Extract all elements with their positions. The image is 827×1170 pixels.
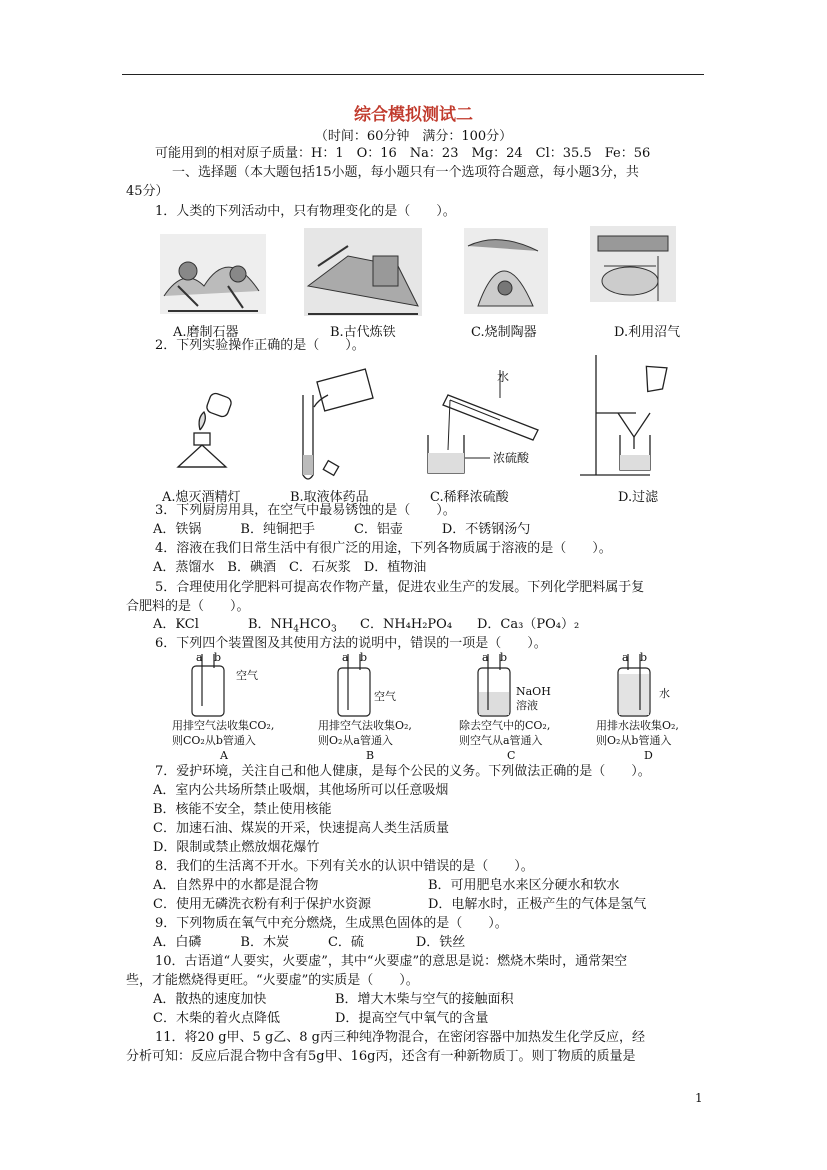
q7-option-a: A．室内公共场所禁止吸烟，其他场所可以任意吸烟 [153, 783, 449, 798]
liquid-pour-picture [303, 369, 373, 479]
atomic-mass-line: 可能用到的相对原子质量：H：1 O：16 Na：23 Mg：24 Cl：35.5 Fe：56 [155, 146, 651, 161]
q6-stem: 6．下列四个装置图及其使用方法的说明中，错误的一项是（ ）。 [155, 636, 547, 651]
q1-caption-c: C.烧制陶器 [471, 325, 537, 340]
q11-stem: 11．将20 g甲、5 g乙、8 g丙三种纯净物混合，在密闭容器中加热发生化学反应，经 [155, 1030, 645, 1045]
q8-option-c: C．使用无磷洗衣粉有利于保护水资源 [153, 897, 371, 912]
q2-stem: 2．下列实验操作正确的是（ ）。 [155, 338, 365, 353]
filtration-picture [580, 355, 670, 475]
q10-stem: 10．古语道“人要实，火要虚”，其中“火要虚”的意思是说：燃烧木柴时，通常架空 [155, 954, 628, 969]
biogas-picture [590, 226, 676, 302]
q9-stem: 9．下列物质在氧气中充分燃烧，生成黑色固体的是（ ）。 [155, 916, 508, 931]
pottery-picture [464, 228, 548, 314]
q6c-label-a: a [482, 651, 489, 664]
q1-caption-a: A.磨制石器 [173, 325, 239, 340]
q6b-label-air: 空气 [374, 690, 396, 703]
q6b-label-a: a [342, 651, 349, 664]
q8-stem: 8．我们的生活离不开水。下列有关水的认识中错误的是（ ）。 [155, 859, 534, 874]
q2-pictures [160, 355, 680, 483]
q7-option-d: D．限制或禁止燃放烟花爆竹 [153, 840, 320, 855]
iron-smelting-picture [304, 228, 422, 316]
q2-caption-d: D.过滤 [618, 490, 659, 505]
q6d-label-a: a [622, 651, 629, 664]
page-subtitle: （时间：60分钟 满分：100分） [314, 129, 513, 144]
q9-options: A．白磷 B．木炭 C．硫 D．铁丝 [153, 935, 466, 950]
q8-option-b: B．可用肥皂水来区分硬水和软水 [428, 878, 620, 893]
q6a-label-a: a [196, 651, 203, 664]
q7-option-c: C．加速石油、煤炭的开采，快速提高人类生活质量 [153, 821, 449, 836]
q6d-label-b: b [640, 651, 648, 664]
q6c-label-naoh: NaOH [516, 685, 551, 698]
q8-option-a: A．自然界中的水都是混合物 [153, 878, 319, 893]
q5-stem-cont: 合肥料的是（ ）。 [126, 599, 250, 614]
q1-pictures [158, 226, 678, 318]
section-heading-cont: 45分） [126, 184, 169, 199]
q4-options: A．蒸馏水 B．碘酒 C．石灰浆 D．植物油 [153, 560, 427, 575]
q2-water-label: 水 [497, 370, 510, 384]
q6c-label-solution: 溶液 [516, 699, 538, 712]
section-heading: 一、选择题（本大题包括15小题，每小题只有一个选项符合题意，每小题3分，共 [172, 165, 639, 180]
q5-stem: 5．合理使用化学肥料可提高农作物产量，促进农业生产的发展。下列化学肥料属于复 [155, 580, 645, 595]
q7-stem: 7．爱护环境，关注自己和他人健康，是每个公民的义务。下列做法正确的是（ ）。 [155, 764, 651, 779]
q1-stem: 1．人类的下列活动中，只有物理变化的是（ ）。 [155, 204, 456, 219]
q2-caption-c: C.稀释浓硫酸 [430, 490, 509, 505]
stone-tools-picture [160, 234, 266, 314]
q11-stem-cont: 分析可知：反应后混合物中含有5g甲、16g丙，还含有一种新物质丁。则丁物质的质量是 [126, 1049, 636, 1064]
q7-option-b: B．核能不安全，禁止使用核能 [153, 802, 332, 817]
q10-stem-cont: 些，才能燃烧得更旺。“火要虚”的实质是（ ）。 [126, 973, 419, 988]
q6b-label-b: b [360, 651, 368, 664]
q5-option-c: C．NH₄H₂PO₄ [360, 617, 453, 632]
q10-option-d: D．提高空气中氧气的含量 [335, 1011, 489, 1026]
q2-acid-label: 浓硫酸 [493, 451, 530, 465]
alcohol-lamp-picture [178, 392, 233, 467]
q10-option-b: B．增大木柴与空气的接触面积 [335, 992, 514, 1007]
q6-desc-c: 除去空气中的CO₂, 则空气从a管通入 C [459, 719, 551, 762]
q6a-label-b: b [214, 651, 222, 664]
q6-desc-d: 用排水法收集O₂, 则O₂从b管通入 D [596, 719, 679, 762]
q8-option-d: D．电解水时，正极产生的气体是氢气 [428, 897, 647, 912]
q5-option-a: A．KCl [153, 617, 199, 632]
header-rule [122, 74, 704, 75]
q1-caption-d: D.利用沼气 [614, 325, 681, 340]
page-title: 综合模拟测试二 [354, 105, 473, 125]
q3-options: A．铁锅 B．纯铜把手 C．铝壶 D．不锈钢汤勺 [153, 522, 531, 537]
q10-option-a: A．散热的速度加快 [153, 992, 267, 1007]
q6-desc-a: 用排空气法收集CO₂, 则CO₂从b管通入 A [172, 719, 275, 762]
q6-apparatus [170, 652, 690, 720]
q6d-label-water: 水 [659, 687, 670, 700]
q5-option-b: B．$NH_4HCO_3$ [248, 617, 337, 635]
q4-stem: 4．溶液在我们日常生活中有很广泛的用途，下列各物质属于溶液的是（ ）。 [155, 541, 612, 556]
q2-caption-a: A.熄灭酒精灯 [162, 490, 241, 505]
q6a-label-air: 空气 [236, 669, 258, 682]
q1-caption-b: B.古代炼铁 [330, 325, 396, 340]
q2-caption-b: B.取液体药品 [290, 490, 369, 505]
q5-option-d: D．Ca₃（PO₄）₂ [477, 617, 580, 632]
page-number: 1 [695, 1091, 703, 1105]
q6c-label-b: b [500, 651, 508, 664]
q10-option-c: C．木柴的着火点降低 [153, 1011, 280, 1026]
q3-stem: 3．下列厨房用具，在空气中最易锈蚀的是（ ）。 [155, 503, 456, 518]
q6-desc-b: 用排空气法收集O₂, 则O₂从a管通入 B [318, 719, 412, 762]
